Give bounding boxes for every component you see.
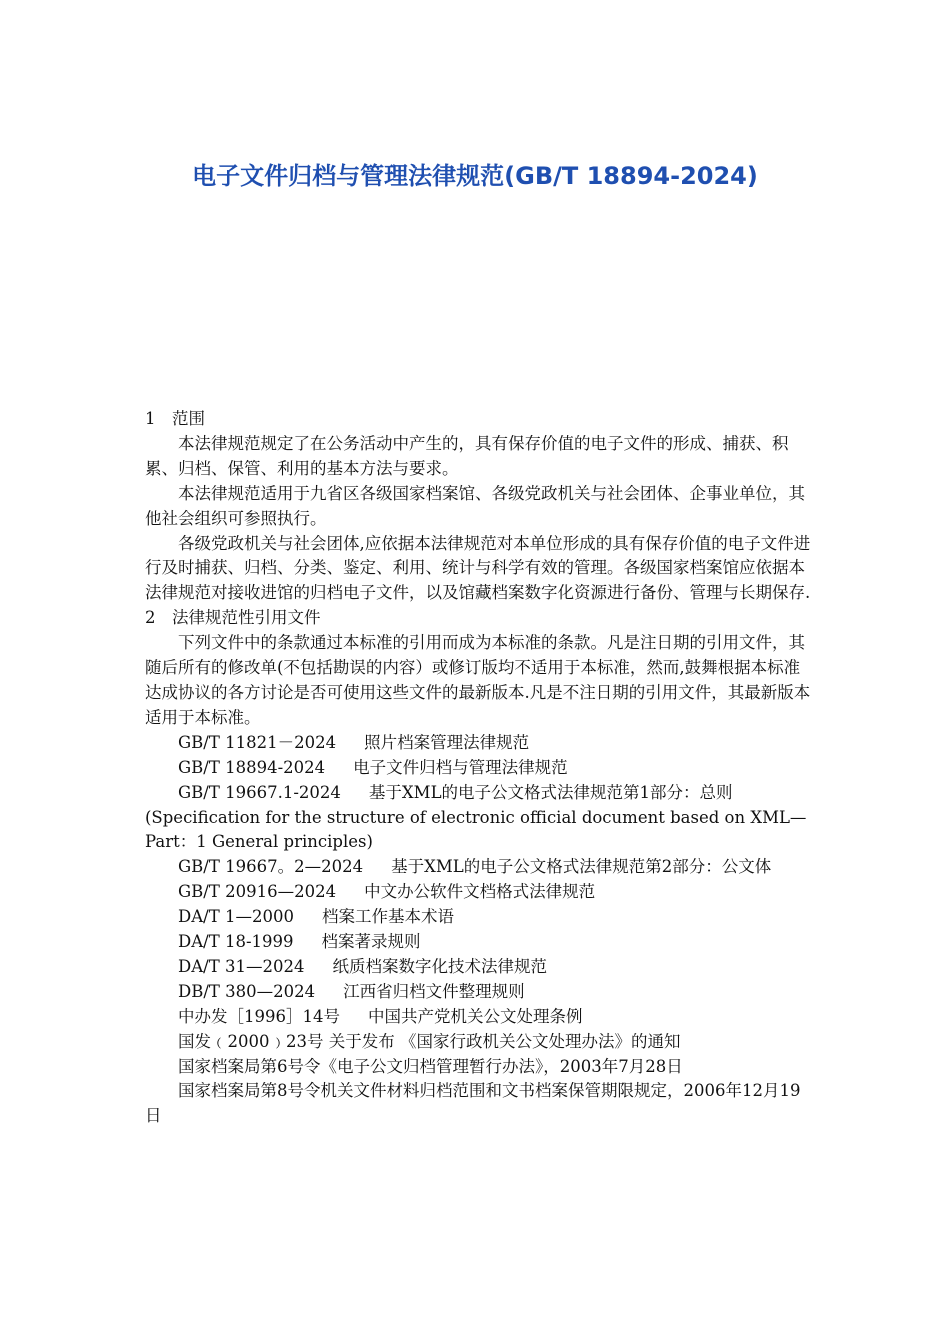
reference-name: 电子文件归档与管理法律规范 (353, 757, 568, 777)
reference-item (145, 855, 813, 880)
document-body (145, 407, 813, 1129)
reference-item (145, 930, 813, 955)
reference-item (145, 905, 813, 930)
reference-code: DA/T 1—2000 (178, 907, 294, 927)
reference-name: 中文办公软件文档格式法律规范 (364, 882, 596, 902)
reference-code: GB/T 19667.1-2024 (178, 782, 341, 802)
reference-item (145, 781, 813, 856)
reference-item (145, 1030, 813, 1055)
reference-name: 档案著录规则 (321, 932, 421, 952)
reference-name: 关于发布 《国家行政机关公文处理办法》的通知 (328, 1031, 681, 1051)
document-title: 电子文件归档与管理法律规范(GB/T 18894-2024) (192, 162, 758, 190)
reference-item (145, 955, 813, 980)
reference-code: DB/T 380—2024 (178, 981, 316, 1001)
reference-code: GB/T 19667。2—2024 (178, 857, 364, 877)
reference-name: 纸质档案数字化技术法律规范 (332, 956, 547, 976)
reference-item (145, 980, 813, 1005)
reference-name: 《电子公文归档管理暂行办法》，2003年7月28日 (320, 1056, 683, 1076)
reference-item (145, 1079, 813, 1129)
reference-item (145, 1005, 813, 1030)
paragraph: 本法律规范适用于九省区各级国家档案馆、各级党政机关与社会团体、企事业单位，其他社会组织可参照执行。 (145, 483, 805, 528)
reference-name: 照片档案管理法律规范 (364, 732, 530, 752)
reference-code: 国家档案局第6号令 (178, 1056, 321, 1076)
reference-code: DA/T 31—2024 (178, 956, 305, 976)
reference-code: GB/T 18894-2024 (178, 757, 326, 777)
reference-name: 基于XML的电子公文格式法律规范第2部分：公文体 (391, 857, 772, 877)
paragraph: 本法律规范规定了在公务活动中产生的，具有保存价值的电子文件的形成、捕获、积累、归档、保管、利用的基本方法与要求。 (145, 433, 789, 478)
reference-code: DA/T 18-1999 (178, 932, 294, 952)
reference-code: GB/T 11821－2024 (178, 732, 337, 752)
reference-code: 国家档案局第8号令 (178, 1081, 321, 1101)
reference-item (145, 731, 813, 756)
paragraph: 各级党政机关与社会团体,应依据本法律规范对本单位形成的具有保存价值的电子文件进行及时捕获、归档、分类、鉴定、利用、统计与科学有效的管理。各级国家档案馆应依据本法律规范对接收进馆的归档电子文件，以及馆藏档案数字化资源进行备份、管理与长期保存. (145, 533, 811, 603)
reference-name: 江西省归档文件整理规则 (343, 981, 525, 1001)
reference-item (145, 880, 813, 905)
reference-name: 档案工作基本术语 (321, 907, 454, 927)
reference-code: 国发﹙2000﹚23号 (178, 1031, 324, 1051)
section-heading-references: 2 法律规范性引用文件 (145, 608, 321, 628)
reference-name: 中国共产党机关公文处理条例 (368, 1006, 583, 1026)
reference-name: 机关文件材料归档范围和文书档案保管期限规定，2006年12月19日 (145, 1081, 801, 1126)
reference-code: 中办发［1996］14号 (178, 1006, 340, 1026)
reference-name: 基于XML的电子公文格式法律规范第1部分：总则(Specification for the structure of electronic official document based on XML—Part：1 General principles) (145, 782, 807, 852)
paragraph: 下列文件中的条款通过本标准的引用而成为本标准的条款。凡是注日期的引用文件，其随后所有的修改单(不包括勘误的内容）或修订版均不适用于本标准，然而,鼓舞根据本标准达成协议的各方讨论是否可使用这些文件的最新版本.凡是不注日期的引用文件，其最新版本适用于本标准。 (145, 633, 811, 727)
section-heading-scope: 1 范围 (145, 409, 205, 428)
reference-item (145, 756, 813, 781)
reference-code: GB/T 20916—2024 (178, 882, 337, 902)
reference-item (145, 1055, 813, 1080)
